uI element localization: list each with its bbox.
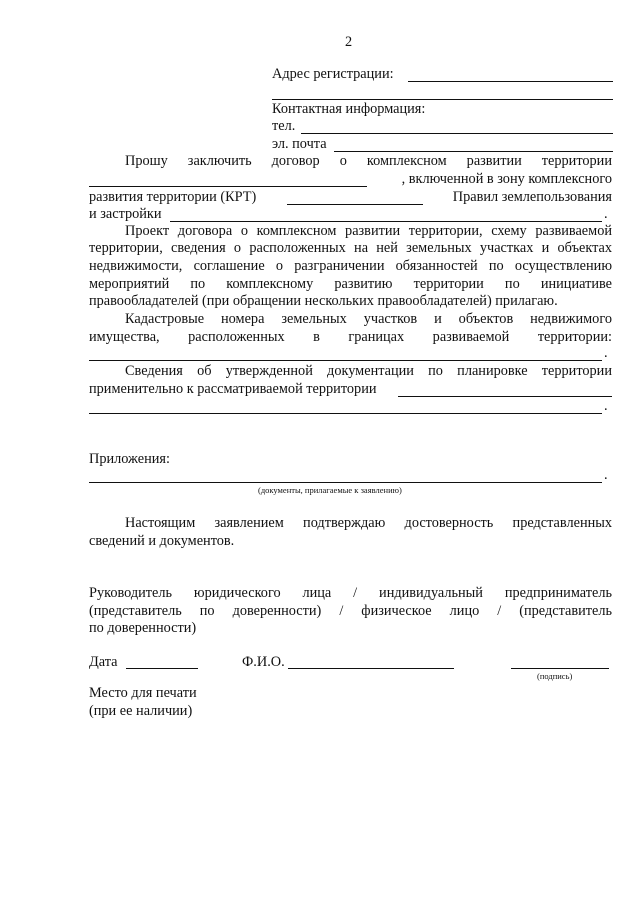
date-label: Дата: [89, 654, 118, 670]
project-line-5: правообладателей (при обращении нескольких правообладателей) прилагаю.: [89, 293, 558, 309]
confirm-line-2: сведений и документов.: [89, 533, 235, 549]
request-line-1-text: Прошу заключить договор о комплексном развитии территории: [125, 153, 612, 169]
cadastral-line-2-text: имущества, расположенных в границах развиваемой территории:: [89, 329, 612, 345]
cadastral-line-1: [125, 311, 612, 328]
signature-field[interactable]: [511, 668, 609, 669]
signer-line-2: [89, 603, 612, 620]
planning-end: .: [604, 398, 608, 414]
signature-caption: (подпись): [537, 671, 573, 681]
planning-line-2: применительно к рассматриваемой территории: [89, 381, 377, 397]
page-number: 2: [345, 34, 353, 50]
attachments-end: .: [604, 467, 608, 483]
request-line-3-b: Правил землепользования: [452, 189, 612, 205]
planning-line-1-text: Сведения об утвержденной документации по планировке территории: [125, 363, 612, 379]
planning-field-line-2[interactable]: [89, 413, 602, 414]
confirm-line-1-text: Настоящим заявлением подтверждаю достоверность представленных: [125, 515, 612, 531]
signer-line-1: [89, 585, 612, 602]
phone-label: тел.: [272, 118, 296, 134]
email-label: эл. почта: [272, 136, 327, 152]
address-field[interactable]: [408, 81, 613, 82]
cadastral-line-2: [89, 329, 612, 346]
stamp-line-2: (при ее наличии): [89, 703, 193, 719]
signer-line-1-text: Руководитель юридического лица / индивидуальный предприниматель: [89, 585, 612, 601]
cadastral-field[interactable]: [89, 360, 602, 361]
zoning-field[interactable]: [170, 221, 602, 222]
request-line-4-end: .: [604, 206, 608, 222]
territory-field[interactable]: [89, 186, 367, 187]
address-field-line-2[interactable]: [272, 99, 613, 100]
request-line-4: и застройки: [89, 206, 162, 222]
planning-field[interactable]: [398, 396, 612, 397]
attachments-field[interactable]: [89, 482, 602, 483]
project-line-3: [89, 258, 612, 275]
project-line-2-text: территории, сведения о расположенных на ней земельных участках и объектах: [89, 240, 612, 256]
planning-line-1: [125, 363, 612, 380]
confirm-line-1: [125, 515, 612, 532]
project-line-4: [89, 276, 612, 293]
krt-field[interactable]: [287, 204, 423, 205]
request-line-1: [125, 153, 612, 170]
email-field[interactable]: [334, 151, 613, 152]
phone-field[interactable]: [301, 133, 613, 134]
project-line-2: [89, 240, 612, 257]
date-field[interactable]: [126, 668, 198, 669]
signer-line-3: по доверенности): [89, 620, 197, 636]
project-line-1-text: Проект договора о комплексном развитии территории, схему развиваемой: [125, 223, 612, 239]
cadastral-line-1-text: Кадастровые номера земельных участков и объектов недвижимого: [125, 311, 612, 327]
project-line-1: [125, 223, 612, 240]
stamp-line-1: Место для печати: [89, 685, 197, 701]
contact-title: Контактная информация:: [272, 101, 426, 117]
attachments-caption: (документы, прилагаемые к заявлению): [258, 485, 402, 495]
fio-field[interactable]: [288, 668, 454, 669]
fio-label: Ф.И.О.: [242, 654, 285, 670]
attachments-label: Приложения:: [89, 451, 170, 467]
signer-line-2-text: (представитель по доверенности) / физическое лицо / (представитель: [89, 603, 612, 619]
cadastral-end: .: [604, 345, 608, 361]
address-label: Адрес регистрации:: [272, 66, 394, 82]
project-line-3-text: недвижимости, соглашение о разграничении обязанностей по осуществлению: [89, 258, 612, 274]
project-line-4-text: мероприятий по комплексному развитию территории по инициативе: [89, 276, 612, 292]
request-line-2-tail: , включенной в зону комплексного: [401, 171, 612, 187]
request-line-3-a: развития территории (КРТ): [89, 189, 257, 205]
